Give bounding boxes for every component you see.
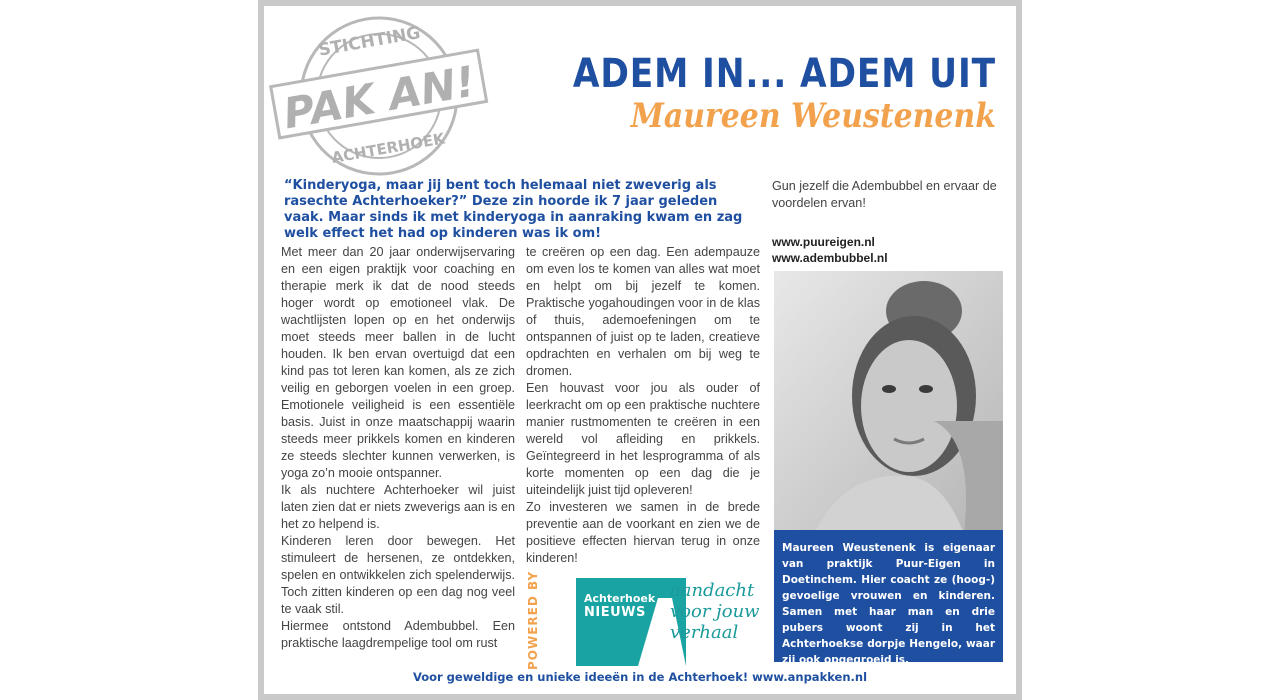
article-content: [264, 6, 1016, 694]
logo-text-achterhoek: Achterhoek: [584, 592, 656, 605]
stichting-pak-an-logo: [264, 6, 494, 181]
paragraph: Hiermee ontstond Adembubbel. Een praktische laagdrempelige tool om rust: [281, 619, 515, 650]
text-column-3: [772, 178, 1004, 266]
paragraph: Ik als nuchtere Achterhoeker wil juist laten zien dat er niets zweverigs aan is en het zo helpend is.: [281, 483, 515, 531]
paragraph: Een houvast voor jou als ouder of leerkracht om op een praktische nuchtere manier rustmomenten te creëren in een wereld vol afleiding en prikkels. Geïntegreerd in het lesprogramma of als korte momenten op een dag die je uiteindelijk juist tijd opleveren!: [526, 381, 760, 497]
intro-quote: “Kinderyoga, maar jij bent toch helemaal niet zweverig als rasechte Achterhoeker?” Deze zin hoorde ik 7 jaar geleden vaak. Maar sinds ik met kinderyoga in aanraking kwam en zag welk effect het had op kinderen was ik om!: [284, 178, 743, 241]
paragraph: Kinderen leren door bewegen. Het stimuleert de hersenen, ze ontdekken, spelen en ontwikkelen zich spelenderwijs. Toch zitten kinderen op een dag nog veel te vaak stil.: [281, 534, 515, 616]
logo-main-text: PAK AN!: [279, 56, 479, 139]
logo-tagline: aandacht voor jouw verhaal: [670, 580, 760, 643]
text-column-2: [526, 244, 760, 567]
link-puureigen[interactable]: www.puureigen.nl: [772, 235, 875, 249]
text-column-1: [281, 244, 515, 652]
article-page: [258, 0, 1022, 700]
paragraph: te creëren op een dag. Een adempauze om even los te komen van alles wat moet en helpt om bij jezelf te komen. Praktische yogahoudingen voor in de klas of thuis, ademoefeningen om te ontspannen of juist op te laden, creatieve opdrachten en verhalen om bij weg te dromen.: [526, 245, 760, 378]
author-bio-box: Maureen Weustenenk is eigenaar van praktijk Puur-Eigen in Doetinchem. Hier coacht ze (hoog-) gevoelige vrouwen en kinderen. Samen met haar man en drie pubers woont zij in het Achterhoekse dorpje Hengelo, waar zij ook opgegroeid is.: [774, 530, 1003, 662]
powered-by-label: [522, 570, 542, 670]
paragraph: Met meer dan 20 jaar onderwijservaring en een eigen praktijk voor coaching en therapie merk ik dat de nood steeds hoger wordt op emotioneel vlak. De wachtlijsten lopen op en het onderwijs moet steeds meer ballen in de lucht houden. Ik ben ervan overtuigd dat een kind pas tot leren kan komen, als ze zich veilig en geborgen voelen in een groep. Emotionele veiligheid is een essentiële basis. Juist in onze maatschappij waarin steeds meer prikkels komen en kinderen ze steeds slechter kunnen verwerken, is yoga zo’n mooie ontspanner.: [281, 245, 515, 480]
article-title-block: [504, 52, 996, 136]
paragraph: Zo investeren we samen in de brede preventie aan de voorkant en zien we de positieve effecten hiervan terug in onze kinderen!: [526, 500, 760, 565]
logo-bottom-text: ACHTERHOEK: [330, 129, 447, 167]
article-author: Maureen Weustenenk: [630, 96, 996, 136]
author-portrait-photo: [774, 271, 1003, 534]
article-title: ADEM IN... ADEM UIT: [572, 51, 996, 97]
powered-by-text: POWERED BY: [526, 570, 540, 670]
footer-text: Voor geweldige en unieke ideeën in de Achterhoek! www.anpakken.nl: [412, 670, 868, 684]
logo-text-nieuws: NIEUWS: [584, 605, 646, 620]
website-links: [772, 234, 1004, 266]
logo-top-text: STICHTING: [317, 23, 422, 61]
closing-text: Gun jezelf die Adembubbel en ervaar de voordelen ervan!: [772, 179, 997, 210]
link-adembubbel[interactable]: www.adembubbel.nl: [772, 251, 888, 265]
